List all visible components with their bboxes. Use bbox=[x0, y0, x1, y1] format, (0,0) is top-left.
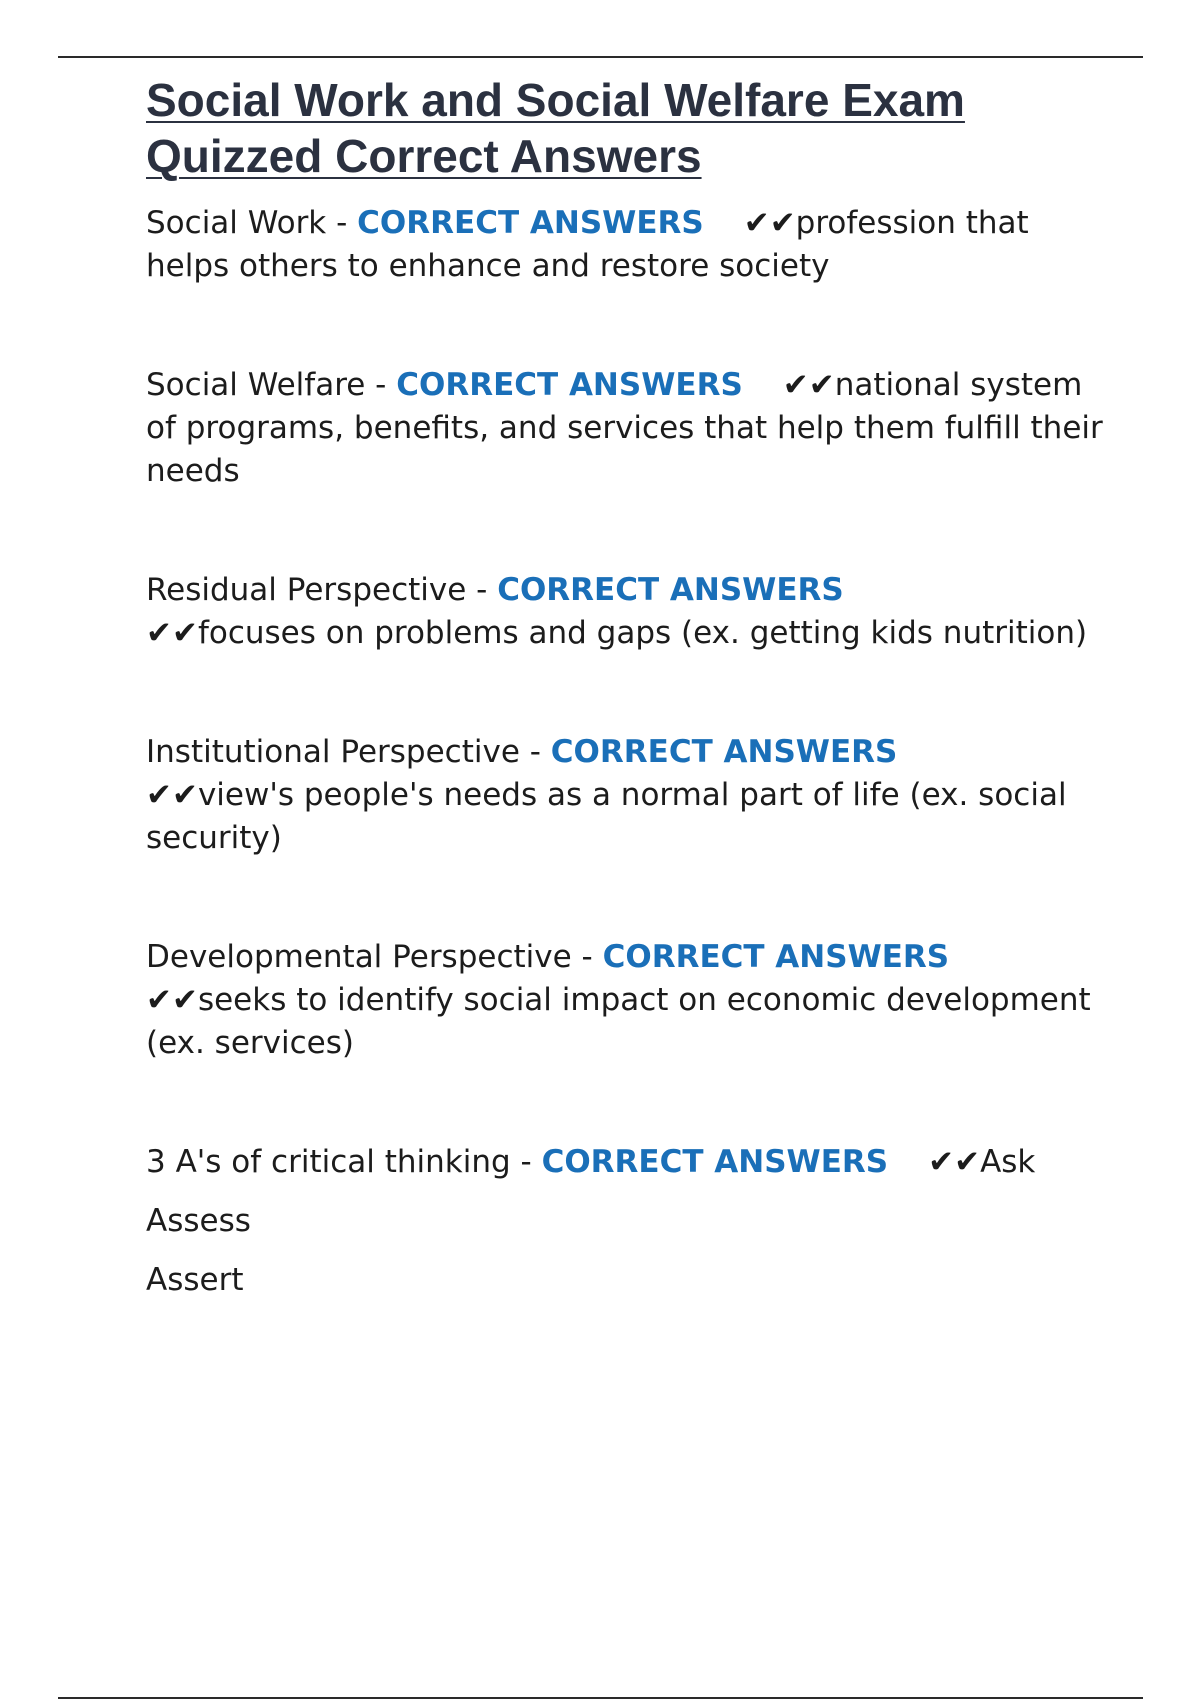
check-marks-icon: ✔✔ bbox=[146, 615, 198, 651]
qa-answer: seeks to identify social impact on economic development (ex. services) bbox=[146, 982, 1091, 1061]
qa-item-critical-thinking bbox=[146, 1141, 1106, 1184]
qa-term: Developmental Perspective - bbox=[146, 939, 603, 975]
qa-answer: focuses on problems and gaps (ex. getting kids nutrition) bbox=[197, 615, 1088, 651]
qa-item-social-welfare bbox=[146, 364, 1106, 493]
qa-answer: national system of programs, benefits, and services that help them fulfill their needs bbox=[146, 367, 1103, 489]
qa-answer: profession that helps others to enhance and restore society bbox=[146, 205, 1029, 284]
check-marks-icon: ✔✔ bbox=[146, 777, 198, 813]
top-rule bbox=[58, 56, 1143, 58]
correct-answers-label: CORRECT ANSWERS bbox=[550, 734, 898, 770]
document-title bbox=[146, 72, 1106, 184]
document-page bbox=[146, 72, 1106, 1302]
qa-extra-line: Assess bbox=[146, 1203, 251, 1239]
correct-answers-label: CORRECT ANSWERS bbox=[497, 572, 844, 608]
qa-term: Residual Perspective - bbox=[146, 572, 498, 608]
check-marks-icon: ✔✔ bbox=[146, 982, 198, 1018]
qa-answer: view's people's needs as a normal part of life (ex. social security) bbox=[146, 777, 1067, 856]
qa-answer: Ask bbox=[980, 1144, 1036, 1180]
bottom-rule bbox=[58, 1697, 1143, 1699]
qa-extra-line: Assert bbox=[146, 1262, 244, 1298]
qa-item-developmental-perspective bbox=[146, 936, 1106, 1065]
correct-answers-label: CORRECT ANSWERS bbox=[541, 1144, 889, 1180]
title-line-2: Quizzed Correct Answers bbox=[146, 130, 702, 182]
title-line-1: Social Work and Social Welfare Exam bbox=[146, 74, 965, 126]
correct-answers-label: CORRECT ANSWERS bbox=[602, 939, 950, 975]
qa-term: Institutional Perspective - bbox=[146, 734, 551, 770]
qa-item-residual-perspective bbox=[146, 569, 1106, 655]
check-marks-icon: ✔✔ bbox=[782, 367, 835, 403]
qa-item-social-work bbox=[146, 202, 1106, 288]
qa-term: Social Welfare - bbox=[146, 367, 397, 403]
correct-answers-label: CORRECT ANSWERS bbox=[357, 205, 704, 241]
check-marks-icon: ✔✔ bbox=[743, 205, 796, 241]
check-marks-icon: ✔✔ bbox=[928, 1144, 981, 1180]
qa-term: 3 A's of critical thinking - bbox=[146, 1144, 542, 1180]
qa-term: Social Work - bbox=[146, 205, 358, 241]
qa-item-institutional-perspective bbox=[146, 731, 1106, 860]
correct-answers-label: CORRECT ANSWERS bbox=[396, 367, 743, 403]
